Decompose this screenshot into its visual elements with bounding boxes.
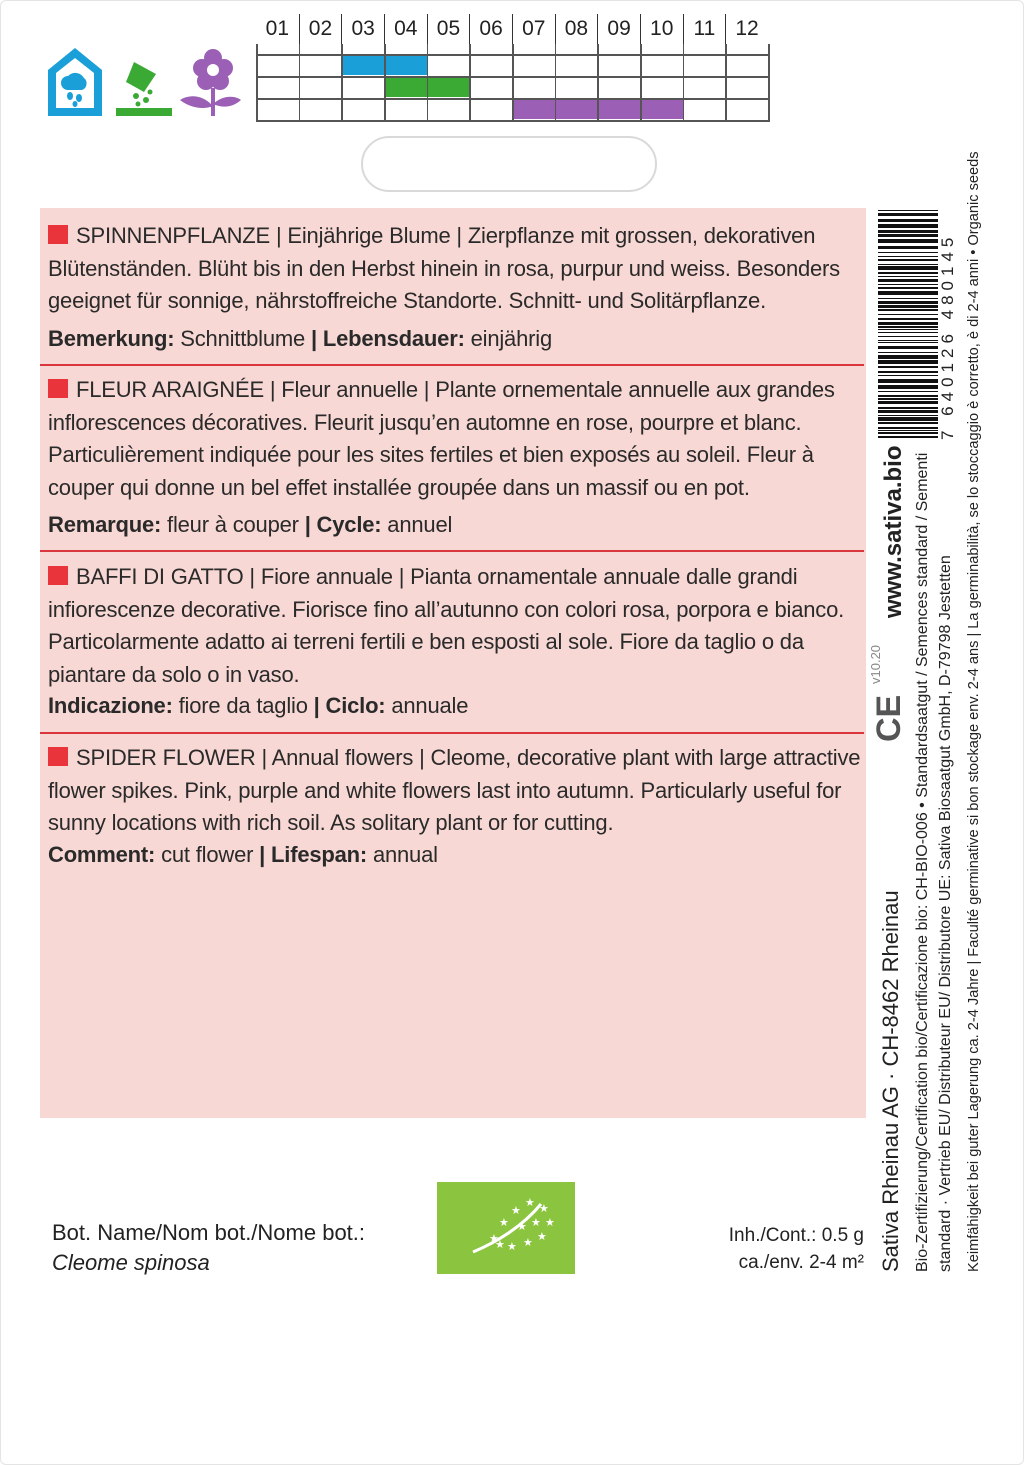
section-italian <box>48 561 863 721</box>
eu-star-icon: ★ <box>545 1216 555 1229</box>
section-divider <box>40 732 864 734</box>
section-note <box>48 691 863 721</box>
eu-star-icon: ★ <box>517 1220 527 1233</box>
note-value: annuale <box>385 693 469 718</box>
section-heading: SPIDER FLOWER <box>76 745 256 770</box>
calendar-gridline <box>512 44 514 122</box>
section-divider <box>40 550 864 552</box>
barcode-bar <box>878 213 938 216</box>
barcode-bar <box>878 371 938 373</box>
calendar-gridline <box>299 44 301 122</box>
section-english <box>48 742 863 870</box>
note-label: | Lifespan: <box>259 841 368 867</box>
barcode-bar <box>878 410 938 413</box>
note-value: fiore da taglio <box>172 693 314 718</box>
eu-star-icon: ★ <box>539 1202 549 1215</box>
botanical-name-value <box>52 1248 365 1278</box>
section-note <box>48 324 863 354</box>
barcode-bar <box>878 252 938 253</box>
barcode-bar <box>878 259 938 261</box>
barcode-bar <box>878 230 938 233</box>
barcode-digits: 7 640126 480145 <box>938 232 957 440</box>
barcode-bar <box>878 395 938 397</box>
calendar-month-label: 01 <box>265 17 289 40</box>
barcode-bar <box>878 279 938 282</box>
calendar-month-label: 04 <box>384 14 427 44</box>
indoor-sowing-icon <box>46 46 104 118</box>
red-square-icon <box>48 747 68 766</box>
barcode-bar <box>878 329 938 330</box>
note-label: Bemerkung: <box>48 325 175 351</box>
note-label: Remarque: <box>48 512 162 537</box>
area-value: 2-4 m² <box>809 1252 864 1273</box>
calendar-grid <box>256 44 768 124</box>
calendar-month-label: 12 <box>725 14 768 44</box>
barcode-bar <box>878 322 938 325</box>
barcode-bar <box>878 385 938 389</box>
barcode-bar <box>878 342 938 343</box>
red-square-icon <box>48 225 68 244</box>
barcode-bar <box>878 332 938 333</box>
barcode-bar <box>878 430 938 431</box>
package-contents <box>700 1222 864 1276</box>
section-body: | Einjährige Blume | Zierpflanze mit grossen, dekorativen Blütenständen. Blüht bis in den Herbst hinein in rosa, purpur und weiss. Besonders geeignet für sonnige, nährstoffreiche Standorte. Schnitt- und Solitärpflanze. <box>48 223 840 313</box>
calendar-gridline <box>683 44 685 122</box>
note-value: fleur à couper <box>161 512 305 537</box>
distributor-text: standard · Vertrieb EU/ Distributeur EU/ Distributore UE: Sativa Biosaatgut GmbH, D-79798 Jestetten <box>937 555 954 1272</box>
barcode-bar <box>878 264 938 265</box>
contents-value: 0.5 g <box>821 1225 864 1246</box>
barcode-bar <box>878 318 938 320</box>
barcode-bar <box>878 239 938 243</box>
eu-star-icon: ★ <box>531 1216 541 1229</box>
barcode-bar <box>878 375 938 376</box>
note-value: einjährig <box>464 325 552 351</box>
calendar-month-label: 05 <box>427 14 470 44</box>
red-square-icon <box>48 379 68 398</box>
certification-text: Bio-Zertifizierung/Certification bio/Certificazione bio: CH-BIO-006 • Standardsaatgut / Semences standard / Sementi <box>914 452 931 1272</box>
note-label: Comment: <box>48 841 156 867</box>
calendar-gridline <box>555 44 557 122</box>
barcode-bar <box>878 210 938 211</box>
note-value: cut flower <box>155 841 260 867</box>
flowering-icon <box>178 48 242 118</box>
calendar-gridline <box>597 44 599 122</box>
botanical-name-label: Bot. Name/Nom bot./Nome bot.: <box>52 1220 366 1245</box>
barcode-bar <box>878 256 938 257</box>
barcode-bar <box>878 422 938 424</box>
contents-area <box>700 1249 864 1276</box>
eu-star-icon: ★ <box>525 1196 535 1209</box>
note-value: Schnittblume <box>174 325 311 351</box>
ce-mark: CE <box>870 694 908 742</box>
contents-label: Inh./Cont.: <box>728 1225 817 1246</box>
website-url: www.sativa.bio <box>880 445 907 618</box>
barcode-bar <box>878 219 938 222</box>
section-note <box>48 840 863 870</box>
area-label: ca./env. <box>738 1252 804 1273</box>
calendar-month-label: 06 <box>469 14 512 44</box>
section-heading: BAFFI DI GATTO <box>76 564 244 589</box>
barcode-bar <box>878 224 938 228</box>
eu-organic-leaf-icon <box>437 1182 575 1274</box>
section-divider <box>40 364 864 366</box>
barcode-bar <box>878 314 938 315</box>
calendar-gridline <box>725 44 727 122</box>
section-heading: SPINNENPFLANZE <box>76 223 271 248</box>
section-body: | Annual flowers | Cleome, decorative plant with large attractive flower spikes. Pink, purple and white flowers last into autumn. Particularly useful for sunny locations with rich soil. As solitary plant or for cutting. <box>48 745 861 835</box>
calendar-month-label: 10 <box>640 14 683 44</box>
calendar-month-label: 02 <box>299 14 342 44</box>
barcode-bar <box>878 326 938 328</box>
outdoor-sowing-icon <box>116 56 172 116</box>
calendar-months <box>256 14 768 44</box>
botanical-name-latin: Cleome spinosa <box>52 1250 210 1275</box>
barcode-bar <box>878 272 938 274</box>
barcode-bar <box>878 284 938 285</box>
company-address: Sativa Rheinau AG · CH-8462 Rheinau <box>878 890 903 1272</box>
eu-star-icon: ★ <box>523 1236 533 1249</box>
barcode-bar <box>878 276 938 277</box>
barcode-bar <box>878 417 938 421</box>
calendar-gridline <box>768 44 770 122</box>
calendar-gridline <box>341 44 343 122</box>
barcode-bar <box>878 352 938 353</box>
barcode-bar <box>878 246 938 249</box>
calendar-gridline <box>384 44 386 122</box>
barcode-bar <box>878 366 938 368</box>
botanical-name <box>52 1218 365 1278</box>
eu-star-icon: ★ <box>511 1204 521 1217</box>
barcode-bar <box>878 340 938 341</box>
section-french <box>48 374 863 540</box>
barcode-bar <box>878 401 938 404</box>
barcode <box>878 210 938 442</box>
barcode-bar <box>878 287 938 289</box>
note-value: annuel <box>381 512 453 537</box>
section-german <box>48 220 863 354</box>
section-note <box>48 510 863 540</box>
barcode-bar <box>878 415 938 416</box>
eu-star-icon: ★ <box>499 1216 509 1229</box>
calendar-month-label: 08 <box>555 14 598 44</box>
calendar-gridline <box>427 44 429 122</box>
calendar-month-label: 07 <box>512 14 555 44</box>
barcode-bar <box>878 398 938 400</box>
eu-star-icon: ★ <box>495 1238 505 1251</box>
contents-weight <box>700 1222 864 1249</box>
hang-hole <box>361 136 657 192</box>
eu-star-icon: ★ <box>537 1230 547 1243</box>
note-label: | Ciclo: <box>313 693 386 718</box>
eu-star-icon: ★ <box>489 1232 499 1245</box>
section-heading: FLEUR ARAIGNÉE <box>76 377 264 402</box>
barcode-bar <box>878 298 938 299</box>
red-square-icon <box>48 566 68 585</box>
barcode-bar <box>878 234 938 237</box>
calendar-month-label: 09 <box>597 14 640 44</box>
barcode-bar <box>878 432 938 434</box>
note-label: | Cycle: <box>304 512 382 537</box>
barcode-bar <box>878 291 938 295</box>
eu-star-icon: ★ <box>507 1240 517 1253</box>
barcode-bar <box>878 301 938 304</box>
barcode-bar <box>878 407 938 409</box>
calendar-gridline <box>256 44 258 122</box>
version-label: v10.20 <box>868 644 883 684</box>
sowing-calendar <box>256 14 768 44</box>
barcode-bar <box>878 436 938 438</box>
barcode-bar <box>878 379 938 383</box>
barcode-bar <box>878 427 938 429</box>
note-label: | Lebensdauer: <box>310 325 465 351</box>
calendar-month-label: 11 <box>683 14 726 44</box>
calendar-gridline <box>469 44 471 122</box>
calendar-gridline <box>640 44 642 122</box>
barcode-bar <box>878 391 938 392</box>
barcode-bar <box>878 360 938 364</box>
barcode-bar <box>878 346 938 349</box>
barcode-bar <box>878 336 938 337</box>
calendar-month-label: 03 <box>341 14 384 44</box>
germination-text: Keimfähigkeit bei guter Lagerung ca. 2-4 Jahre | Faculté germinative si bon stockage env. 2-4 ans | La germinabilità, se lo stoccaggio è corretto, è di 2-4 anni • Organic seeds <box>966 151 982 1272</box>
note-value: annual <box>367 841 438 867</box>
section-body: | Fiore annuale | Pianta ornamentale annuale dalle grandi infiorescenze decorative. Fiorisce fino all’autunno con colori rosa, porpora e bianco. Particolarmente adatto ai terreni fertili e ben esposti al sole. Fiore da taglio o da piantare da solo o in vaso. <box>48 564 845 687</box>
barcode-bar <box>878 305 938 308</box>
note-label: Indicazione: <box>48 693 173 718</box>
section-body: | Fleur annuelle | Plante ornementale annuelle aux grandes inflorescences décoratives. Fleurit jusqu’en automne en rose, pourpre et blanc. Particulièrement indiquée pour les sites fertiles et bien exposés au soleil. Fleur à couper qui donne un bel effet installée groupée dans un massif ou en pot. <box>48 377 835 500</box>
barcode-bar <box>878 266 938 270</box>
barcode-bar <box>878 355 938 359</box>
barcode-bar <box>878 309 938 311</box>
